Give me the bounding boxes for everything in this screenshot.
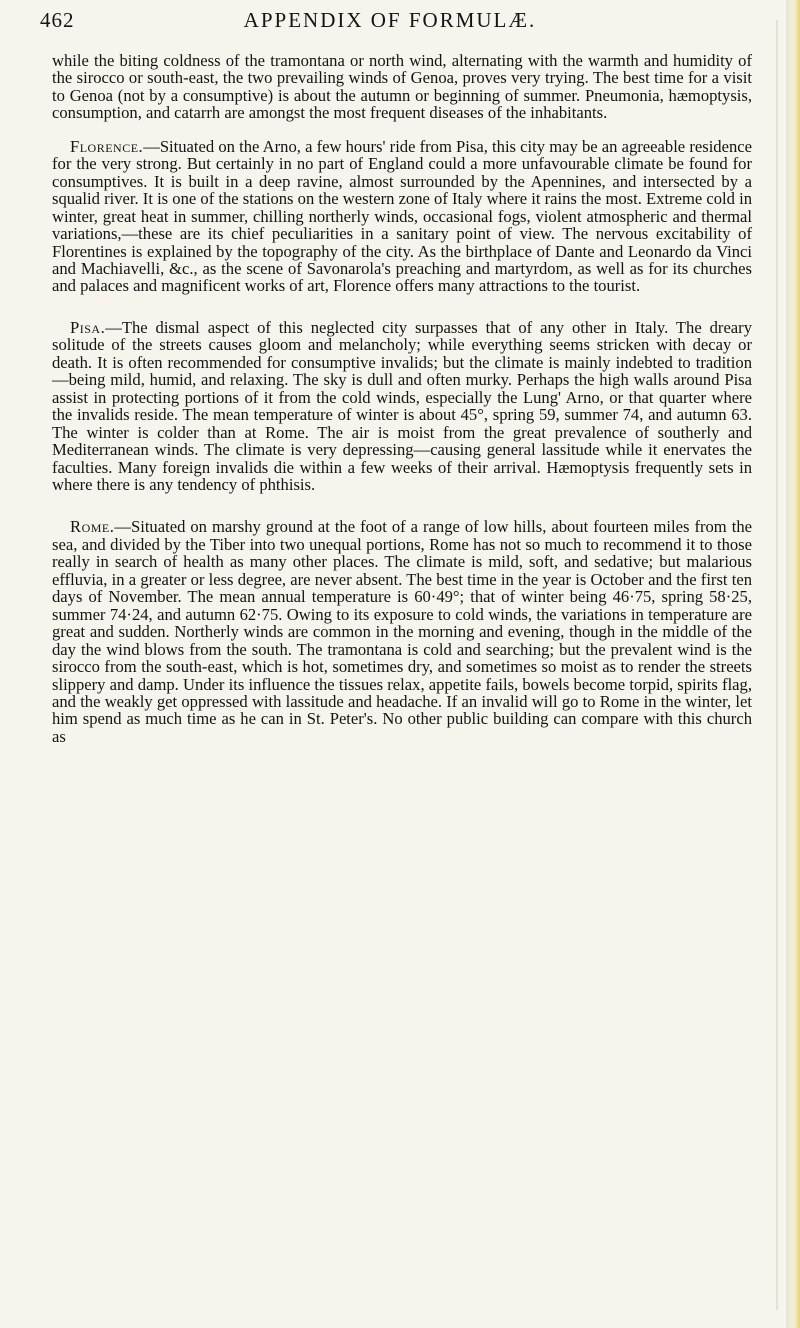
- section-lead-florence: Florence.: [70, 136, 144, 156]
- paragraph-genoa-continued: [52, 52, 752, 122]
- page-title: APPENDIX OF FORMULÆ.: [243, 8, 537, 32]
- section-lead-pisa: Pisa.: [70, 317, 106, 337]
- paragraph-text: —Situated on the Arno, a few hours' ride from Pisa, this city may be an agreeable residence for the very strong. But certainly in no part of England could a more unfavourable climate be found for consumptives. It is built in a deep ravine, almost surrounded by the Apennines, and intersected by a squalid river. It is one of the stations on the western zone of Italy where it rains the most. Extreme cold in winter, great heat in summer, chilling northerly winds, occasional fogs, violent atmospheric and thermal variations,—these are its chief peculiarities in a sanitary point of view. The nervous excitability of Florentines is explained by the topography of the city. As the birthplace of Dante and Leonardo da Vinci and Machiavelli, &c., as the scene of Savonarola's preaching and martyrdom, as well as for its churches and palaces and magnificent works of art, Florence offers many attractions to the tourist.: [52, 136, 752, 296]
- paragraph-pisa: [52, 319, 752, 494]
- body-text: [52, 52, 752, 745]
- paragraph-text: —Situated on marshy ground at the foot of a range of low hills, about fourteen miles from the sea, and divided by the Tiber into two unequal portions, Rome has not so much to recommend it to those really in search of health as many other places. The climate is mild, soft, and sedative; but malarious effluvia, in a greater or less degree, are never absent. The best time in the year is October and the first ten days of November. The mean annual temperature is 60·49°; that of winter being 46·75, spring 58·25, summer 74·24, and autumn 62·75. Owing to its exposure to cold winds, the variations in temperature are great and sudden. Northerly winds are common in the morning and evening, though in the middle of the day the wind blows from the south. The tramontana is cold and searching; but the prevalent wind is the sirocco from the south-east, which is hot, sometimes dry, and sometimes so moist as to render the streets slippery and damp. Under its influence the tissues relax, appetite fails, bowels become torpid, spirits flag, and the weakly get oppressed with lassitude and headache. If an invalid will go to Rome in the winter, let him spend as much time as he can in St. Peter's. No other public building can compare with this church as: [52, 517, 752, 746]
- page-number: 462: [40, 8, 75, 32]
- page-edge: [786, 0, 800, 1328]
- paragraph-text: —The dismal aspect of this neglected city surpasses that of any other in Italy. The dreary solitude of the streets causes gloom and melancholy; while everything seems stricken with decay or death. It is often recommended for consumptive invalids; but the climate is mainly indebted to tradition—being mild, humid, and relaxing. The sky is dull and often murky. Perhaps the high walls around Pisa assist in protecting portions of it from the cold winds, especially the Lung' Arno, or that quarter where the invalids reside. The mean temperature of winter is about 45°, spring 59, summer 74, and autumn 63. The winter is colder than at Rome. The air is moist from the great prevalence of southerly and Mediterranean winds. The climate is very depressing—causing general lassitude while it enervates the faculties. Many foreign invalids die within a few weeks of their arrival. Hæmoptysis frequently sets in where there is any tendency of phthisis.: [52, 317, 752, 494]
- section-lead-rome: Rome.: [70, 517, 115, 537]
- paragraph-rome: [52, 518, 752, 745]
- paragraph-text: while the biting coldness of the tramontana or north wind, alternating with the warmth and humidity of the sirocco or south-east, the two prevailing winds of Genoa, proves very trying. The best time for a visit to Genoa (not by a consumptive) is about the autumn or beginning of summer. Pneumonia, hæmoptysis, consumption, and catarrh are amongst the most frequent diseases of the inhabitants.: [52, 51, 752, 123]
- page-fold-line: [776, 20, 778, 1310]
- running-header: [40, 8, 740, 38]
- paragraph-florence: [52, 138, 752, 295]
